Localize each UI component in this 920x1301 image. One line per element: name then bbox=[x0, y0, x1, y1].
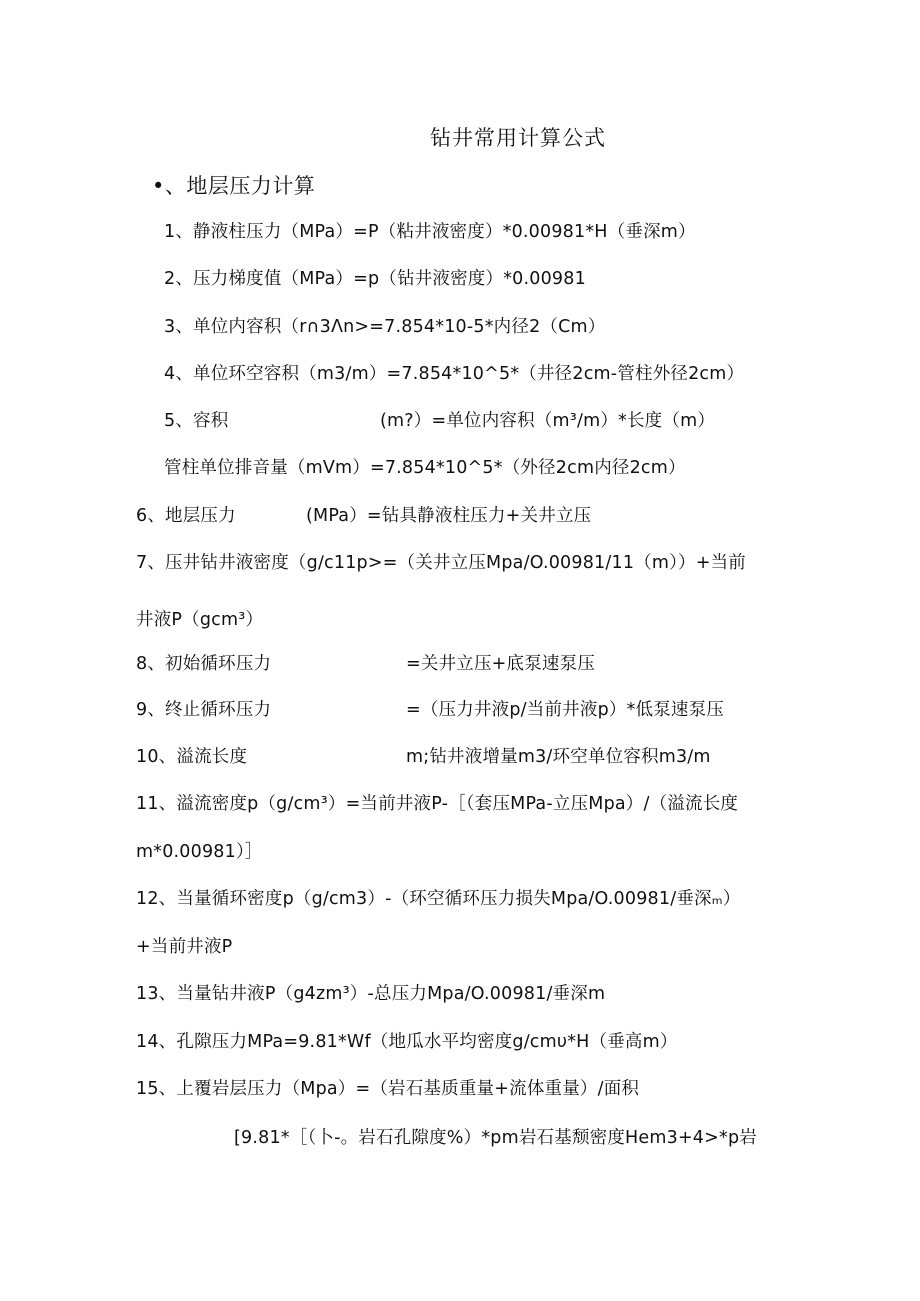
document-title: 钻井常用计算公式 bbox=[430, 126, 606, 150]
formula-line-11: 11、溢流密度p（g∕cm³）=当前井液P-［（套压MPa-立压Mpa）/（溢流长度 bbox=[136, 794, 739, 814]
formula-line-9-label: 9、终止循环压力 bbox=[136, 700, 272, 720]
formula-line-3: 3、单位内容积（r∩3Λn>=7.854*10-5*内径2（Cm） bbox=[164, 317, 606, 337]
formula-line-12: 12、当量循环密度p（g/cm3）-（环空循环压力损失Mpa/O.00981/垂深ₘ） bbox=[136, 889, 741, 909]
formula-line-6-label: 6、地层压力 bbox=[136, 506, 236, 526]
formula-line-7: 7、压井钻井液密度（g∕c11p>=（关井立压Mpa/O.00981/11（m））+当前 bbox=[136, 553, 747, 573]
formula-line-15-continued: [9.81*［（卜-。岩石孔隙度%）*pm岩石基颓密度Hem3+4>*p岩 bbox=[234, 1128, 757, 1148]
formula-line-2: 2、压力梯度值（MPa）=p（钻井液密度）*0.00981 bbox=[164, 269, 586, 289]
formula-line-7-continued: 井液P（gcm³） bbox=[136, 610, 264, 630]
formula-line-5-label: 5、容积 bbox=[164, 411, 229, 431]
formula-line-4: 4、单位环空容积（m3∕m）=7.854*10^5*（井径2cm-管柱外径2cm） bbox=[164, 364, 745, 384]
formula-line-10-label: 10、溢流长度 bbox=[136, 747, 248, 767]
formula-line-8-label: 8、初始循环压力 bbox=[136, 654, 272, 674]
formula-line-1: 1、静液柱压力（MPa）=P（粘井液密度）*0.00981*H（垂深m） bbox=[164, 222, 696, 242]
formula-line-13: 13、当量钻井液P（g4zm³）-总压力Mpa/O.00981/垂深m bbox=[136, 984, 606, 1004]
formula-line-11-continued: m*0.00981）］ bbox=[136, 842, 263, 862]
formula-line-8-expression: =关井立压+底泵速泵压 bbox=[406, 654, 596, 674]
formula-line-5-expression: (m?）=单位内容积（m³∕m）*长度（m） bbox=[380, 411, 716, 431]
formula-line-9-expression: =（压力井液p/当前井液p）*低泵速泵压 bbox=[406, 700, 725, 720]
section-heading: •、地层压力计算 bbox=[152, 174, 316, 198]
formula-line-6-expression: (MPa）=钻具静液柱压力+关井立压 bbox=[306, 506, 592, 526]
formula-line-14: 14、孔隙压力MPa=9.81*Wf（地瓜水平均密度g∕cmυ*H（垂高m） bbox=[136, 1032, 678, 1052]
formula-line-pipe-displacement: 管柱单位排音量（mVm）=7.854*10^5*（外径2cm内径2cm） bbox=[164, 458, 686, 478]
formula-line-10-expression: m;钻井液增量m3/环空单位容积m3∕m bbox=[406, 747, 711, 767]
formula-line-15: 15、上覆岩层压力（Mpa）=（岩石基质重量+流体重量）/面积 bbox=[136, 1079, 640, 1099]
formula-line-12-continued: +当前井液P bbox=[136, 937, 233, 957]
